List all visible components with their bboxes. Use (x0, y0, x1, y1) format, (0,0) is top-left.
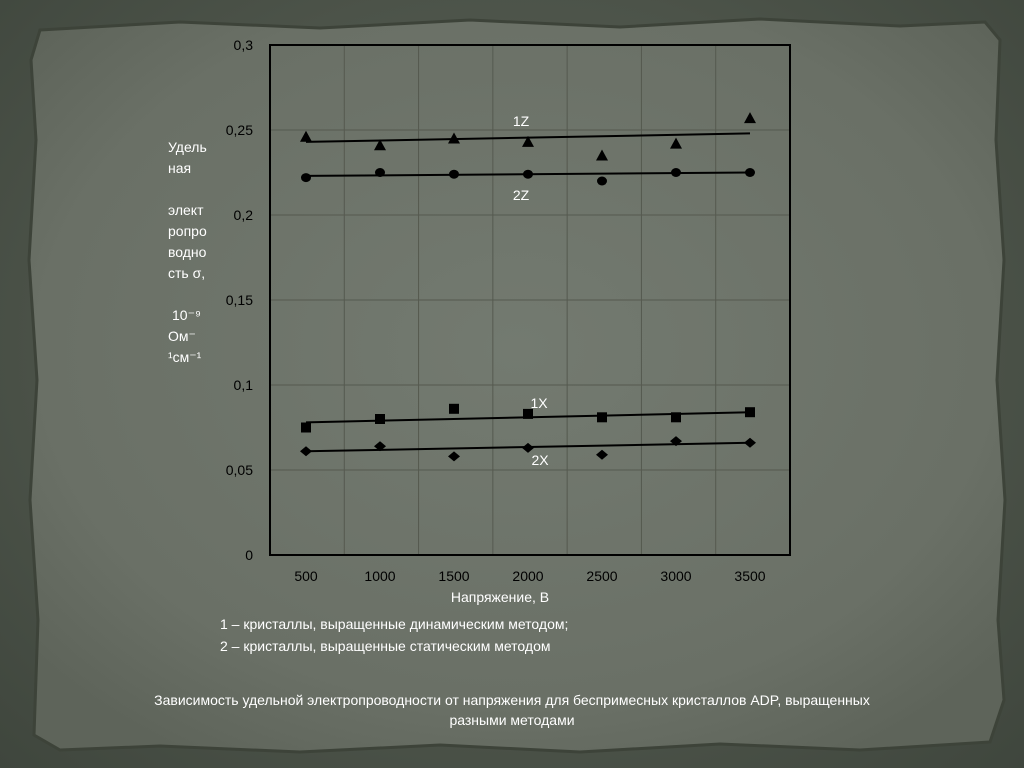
x-axis-label: Напряжение, В (450, 589, 550, 605)
data-point (744, 112, 756, 123)
y-axis-label-line: элект (168, 202, 204, 218)
y-axis-label-line: ропро (168, 223, 207, 239)
grid (270, 45, 790, 555)
y-tick-label: 0,05 (225, 462, 253, 478)
data-point (596, 150, 608, 161)
data-point (745, 407, 755, 417)
data-point (670, 138, 682, 149)
data-point (301, 173, 311, 182)
data-point (449, 404, 459, 414)
caption-line-1: Зависимость удельной электропроводности от напряжения для беспримесных кристаллов ADP, выращенных (154, 692, 870, 708)
data-point (375, 168, 385, 177)
y-axis-label-line: сть σ, (168, 265, 206, 281)
y-tick-label: 0 (245, 547, 253, 563)
y-axis-label-line: Ом⁻ (168, 328, 196, 344)
data-point (375, 414, 385, 424)
x-tick-label: 500 (294, 568, 318, 584)
data-point (745, 168, 755, 177)
y-tick-label: 0,3 (233, 37, 253, 53)
y-tick-label: 0,2 (233, 207, 253, 223)
figure-caption (62, 690, 962, 730)
y-tick-label: 0,15 (225, 292, 253, 308)
y-axis-label-line: ¹см⁻¹ (168, 349, 202, 365)
data-point (300, 446, 312, 456)
x-tick-label: 2000 (512, 568, 544, 584)
x-tick-label: 1000 (364, 568, 396, 584)
data-point (597, 412, 607, 422)
series-label: 1X (530, 395, 548, 411)
series-label: 1Z (512, 113, 530, 129)
legend-note-2: 2 – кристаллы, выращенные статическим методом (220, 638, 551, 654)
legend-note-1: 1 – кристаллы, выращенные динамическим методом; (220, 616, 569, 632)
series-label: 2X (531, 452, 549, 468)
x-tick-label: 3000 (660, 568, 692, 584)
y-axis-label-line: водно (168, 244, 207, 260)
data-point (597, 177, 607, 186)
y-axis-label-line: 10⁻⁹ (172, 307, 201, 323)
data-point (449, 170, 459, 179)
x-tick-label: 2500 (586, 568, 618, 584)
y-tick-label: 0,1 (233, 377, 253, 393)
data-point (301, 423, 311, 433)
data-point (671, 412, 681, 422)
x-tick-label: 3500 (734, 568, 766, 584)
y-axis-label-line: Удель (168, 139, 207, 155)
caption-line-2: разными методами (449, 712, 575, 728)
data-point (300, 131, 312, 142)
data-point (744, 438, 756, 448)
x-tick-label: 1500 (438, 568, 470, 584)
data-point (671, 168, 681, 177)
trend-lines (306, 133, 750, 451)
data-point (448, 451, 460, 461)
data-point (523, 170, 533, 179)
tick-labels (226, 37, 766, 584)
data-markers (300, 112, 756, 461)
y-tick-label: 0,25 (225, 122, 253, 138)
data-point (596, 450, 608, 460)
series-label: 2Z (512, 187, 530, 203)
y-axis-label-line: ная (168, 160, 192, 176)
